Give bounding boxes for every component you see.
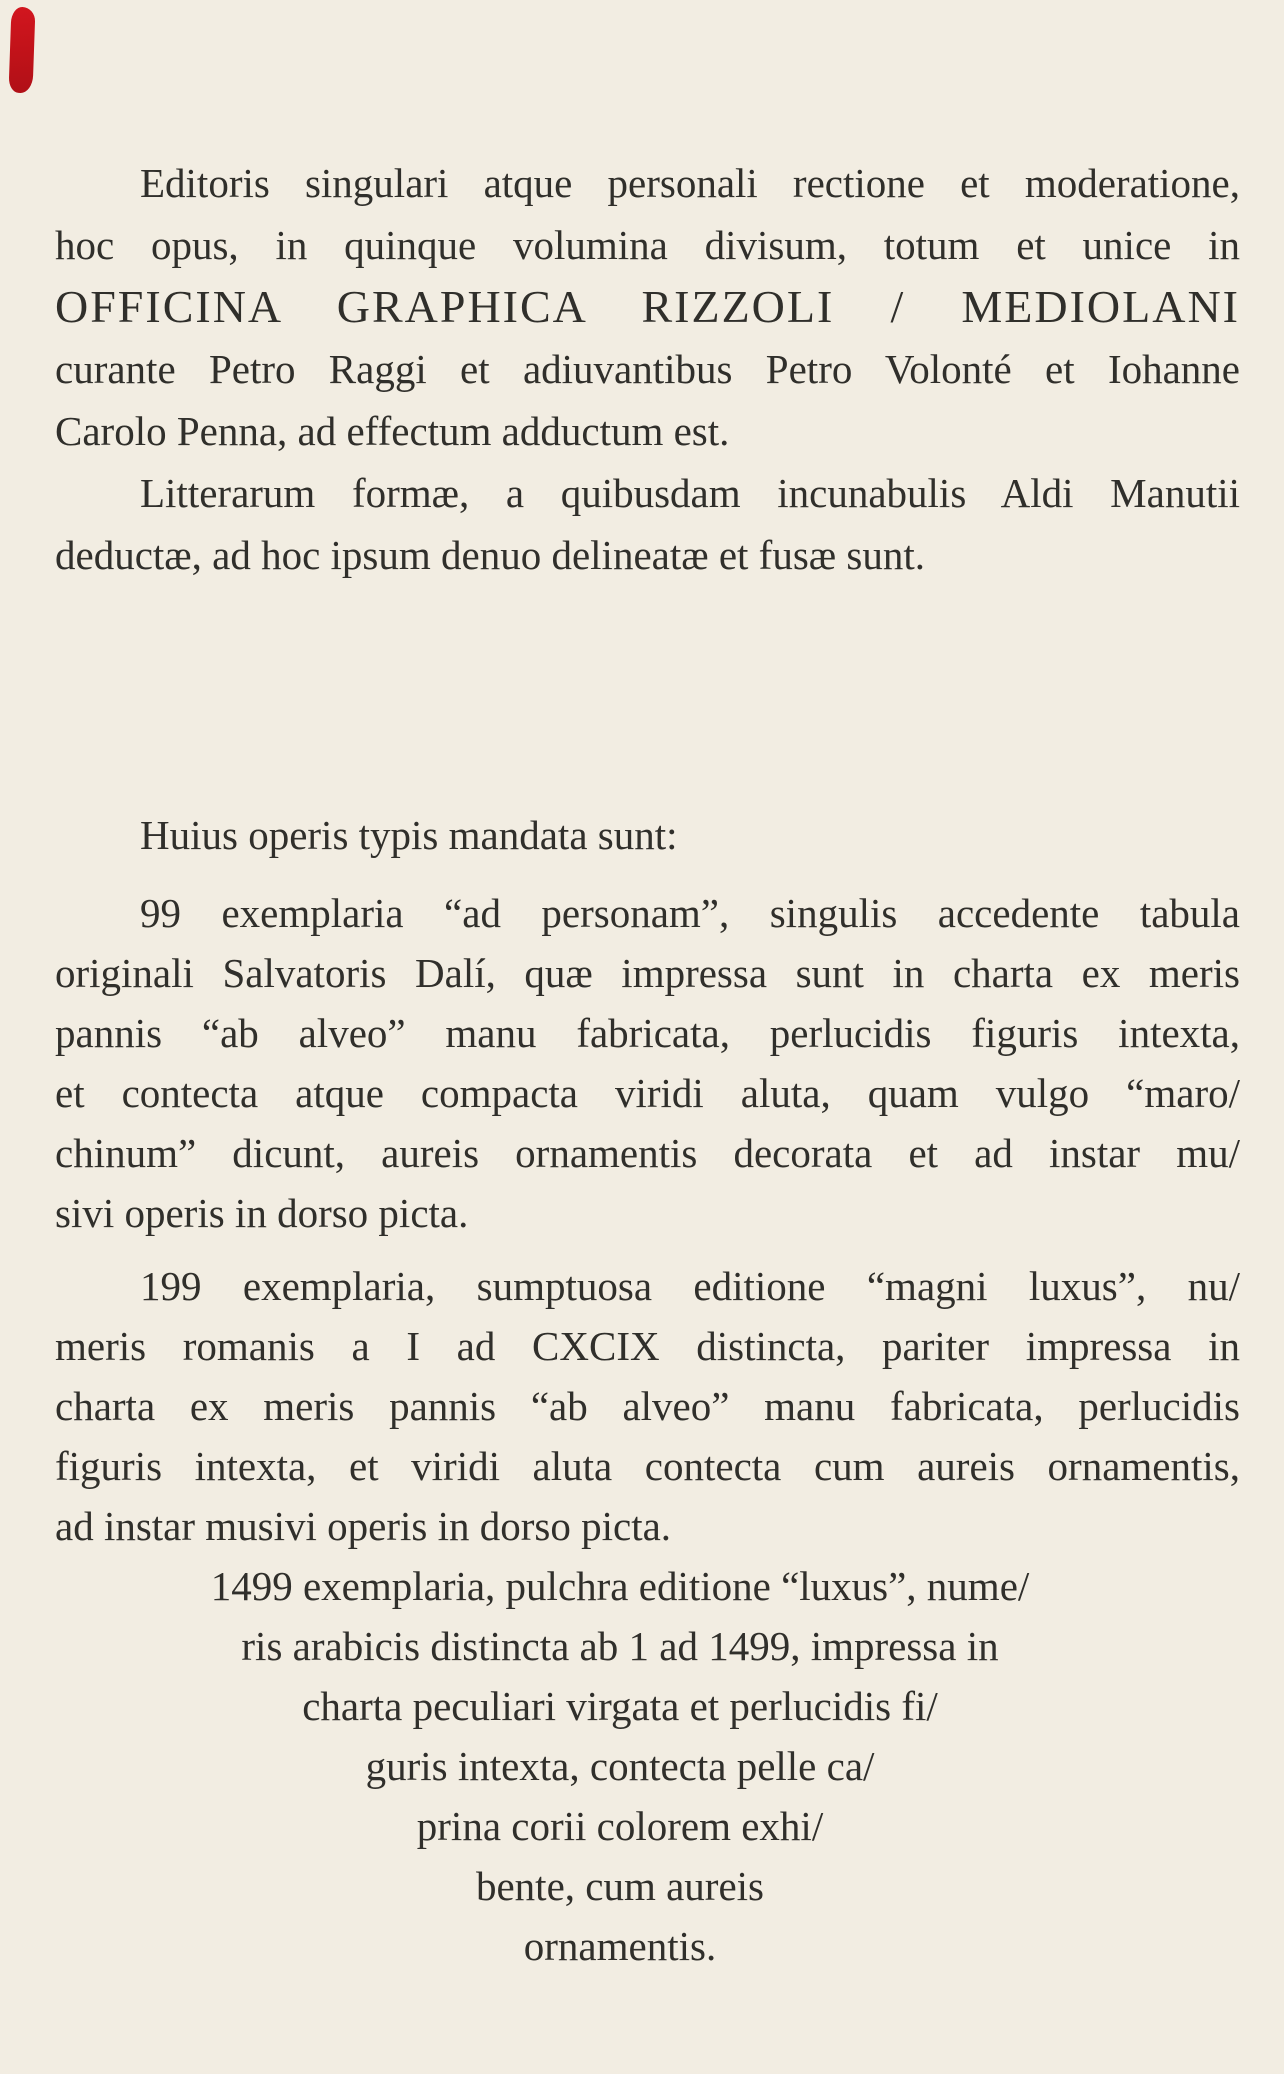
text-line: figuris intexta, et viridi aluta contecta cum aureis ornamentis, [55, 1443, 1240, 1489]
text-line: sivi operis in dorso picta. [55, 1190, 469, 1236]
text-line: curante Petro Raggi et adiuvantibus Petro Volonté et Iohanne [55, 346, 1240, 392]
text-line: Litterarum formæ, a quibusdam incunabulis Aldi Manutii [140, 470, 1240, 516]
red-paint-mark [9, 7, 36, 94]
text-line: Editoris singulari atque personali rectione et moderatione, [140, 160, 1240, 206]
text-line: guris intexta, contecta pelle ca/ [365, 1743, 875, 1789]
text-line: ornamentis. [523, 1923, 717, 1969]
paragraph-editoris [55, 152, 1240, 586]
text-line: 199 exemplaria, sumptuosa editione “magni luxus”, nu/ [140, 1263, 1240, 1309]
text-line: bente, cum aureis [475, 1863, 765, 1909]
heading-line: Huius operis typis mandata sunt: [140, 812, 678, 858]
paragraph-199-exemplaria [55, 1256, 1240, 1556]
text-line: 99 exemplaria “ad personam”, singulis accedente tabula [140, 890, 1240, 936]
text-line: ad instar musivi operis in dorso picta. [55, 1503, 672, 1549]
text-line: charta peculiari virgata et perlucidis fi/ [302, 1683, 938, 1729]
text-line: meris romanis a I ad CXCIX distincta, pariter impressa in [55, 1323, 1240, 1369]
text-line: originali Salvatoris Dalí, quæ impressa sunt in charta ex meris [55, 950, 1240, 996]
text-line: pannis “ab alveo” manu fabricata, perlucidis figuris intexta, [55, 1010, 1240, 1056]
text-line-officina-caps: OFFICINA GRAPHICA RIZZOLI / MEDIOLANI [55, 281, 1240, 332]
text-line: hoc opus, in quinque volumina divisum, totum et unice in [55, 222, 1240, 268]
text-line: charta ex meris pannis “ab alveo” manu fabricata, perlucidis [55, 1383, 1240, 1429]
paragraph-heading [55, 805, 1240, 865]
paragraph-99-exemplaria [55, 883, 1240, 1243]
text-line: chinum” dicunt, aureis ornamentis decorata et ad instar mu/ [55, 1130, 1240, 1176]
text-line: ris arabicis distincta ab 1 ad 1499, impressa in [241, 1623, 999, 1669]
text-line: deductæ, ad hoc ipsum denuo delineatæ et fusæ sunt. [55, 532, 925, 578]
text-line: et contecta atque compacta viridi aluta, quam vulgo “maro/ [55, 1070, 1240, 1116]
paragraph-1499-exemplaria [20, 1556, 1220, 1976]
text-line: 1499 exemplaria, pulchra editione “luxus”, nume/ [210, 1563, 1030, 1609]
text-line: Carolo Penna, ad effectum adductum est. [55, 408, 730, 454]
text-line: prina corii colorem exhi/ [416, 1803, 824, 1849]
